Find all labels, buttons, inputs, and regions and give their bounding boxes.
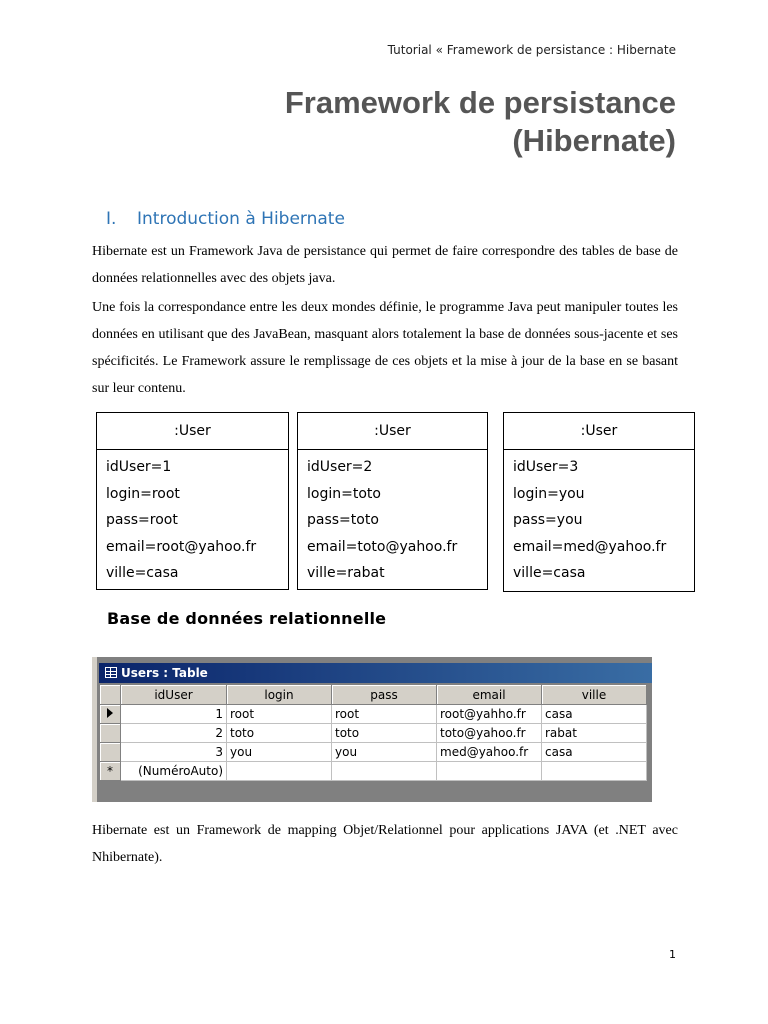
paragraph-intro: Hibernate est un Framework Java de persistance qui permet de faire correspondre des tables de base de données relationnelles avec des objets java. [92, 244, 678, 286]
object-header: :User [298, 413, 487, 450]
object-attribute: idUser=1 [106, 459, 172, 475]
row-selector-header[interactable] [100, 685, 121, 705]
user-object-3 [503, 412, 695, 592]
cell-iduser[interactable]: 2 [121, 724, 227, 743]
cell-ville[interactable] [542, 762, 647, 781]
section-title: Introduction à Hibernate [137, 209, 345, 229]
record-selector[interactable] [100, 743, 121, 762]
object-header: :User [504, 413, 694, 450]
section-heading [106, 209, 345, 229]
window-titlebar[interactable] [99, 663, 652, 683]
database-label: Base de données relationnelle [107, 609, 387, 628]
column-header-iduser[interactable]: idUser [121, 685, 227, 705]
cell-login[interactable]: toto [227, 724, 332, 743]
object-attribute: ville=casa [513, 565, 586, 581]
cell-pass[interactable] [332, 762, 437, 781]
object-attribute: ville=casa [106, 565, 179, 581]
cell-iduser[interactable]: 3 [121, 743, 227, 762]
paragraph-mapping: Hibernate est un Framework de mapping Objet/Relationnel pour applications JAVA (et .NET avec Nhibernate). [92, 823, 678, 865]
cell-login[interactable]: root [227, 705, 332, 724]
title-line-1: Framework de persistance [284, 85, 676, 120]
object-header: :User [97, 413, 288, 450]
record-selector[interactable] [100, 705, 121, 724]
paragraph-correspondence: Une fois la correspondance entre les deux mondes définie, le programme Java peut manipuler toutes les données en utilisant que des JavaBean, masquant alors totalement la base de données sous-jacente et ses spécificités. Le Framework assure le remplissage de ces objets et la mise à jour de la base en se basant sur leur contenu. [92, 300, 678, 396]
cell-email[interactable] [437, 762, 542, 781]
cell-pass[interactable]: toto [332, 724, 437, 743]
column-header-pass[interactable]: pass [332, 685, 437, 705]
cell-pass[interactable]: you [332, 743, 437, 762]
cell-ville[interactable]: casa [542, 743, 647, 762]
object-attribute: idUser=2 [307, 459, 373, 475]
current-record-arrow-icon [107, 708, 113, 718]
user-object-1 [96, 412, 289, 590]
users-table [99, 684, 647, 781]
cell-email[interactable]: root@yahho.fr [437, 705, 542, 724]
object-attribute: login=you [513, 485, 585, 502]
window-title: Users : Table [121, 666, 208, 680]
object-attribute: email=toto@yahoo.fr [307, 538, 458, 555]
column-header-ville[interactable]: ville [542, 685, 647, 705]
object-attribute: email=med@yahoo.fr [513, 538, 667, 555]
section-number: I. [106, 209, 117, 229]
cell-login[interactable]: you [227, 743, 332, 762]
cell-ville[interactable]: rabat [542, 724, 647, 743]
user-object-2 [297, 412, 488, 590]
table-row[interactable] [100, 724, 647, 743]
object-attribute: pass=toto [307, 512, 379, 528]
object-attribute: login=root [106, 485, 180, 502]
cell-email[interactable]: toto@yahoo.fr [437, 724, 542, 743]
object-attribute: ville=rabat [307, 565, 385, 581]
new-record-marker[interactable]: * [100, 762, 121, 781]
document-title [116, 84, 676, 160]
column-header-email[interactable]: email [437, 685, 542, 705]
object-attribute: login=toto [307, 485, 381, 502]
cell-email[interactable]: med@yahoo.fr [437, 743, 542, 762]
cell-iduser[interactable]: 1 [121, 705, 227, 724]
title-line-2: (Hibernate) [512, 123, 676, 158]
cell-ville[interactable]: casa [542, 705, 647, 724]
running-header: Tutorial « Framework de persistance : Hibernate [387, 43, 676, 57]
page-number: 1 [669, 948, 676, 961]
cell-login[interactable] [227, 762, 332, 781]
record-selector[interactable] [100, 724, 121, 743]
column-header-login[interactable]: login [227, 685, 332, 705]
object-attribute: email=root@yahoo.fr [106, 538, 257, 555]
table-row[interactable] [100, 743, 647, 762]
object-attribute: idUser=3 [513, 459, 579, 475]
table-row[interactable] [100, 705, 647, 724]
new-record-row[interactable] [100, 762, 647, 781]
autonumber-placeholder[interactable]: (NuméroAuto) [121, 762, 227, 781]
object-attribute: pass=you [513, 512, 583, 528]
cell-pass[interactable]: root [332, 705, 437, 724]
object-attribute: pass=root [106, 512, 178, 528]
table-icon [105, 667, 117, 678]
access-table-window [92, 657, 652, 802]
